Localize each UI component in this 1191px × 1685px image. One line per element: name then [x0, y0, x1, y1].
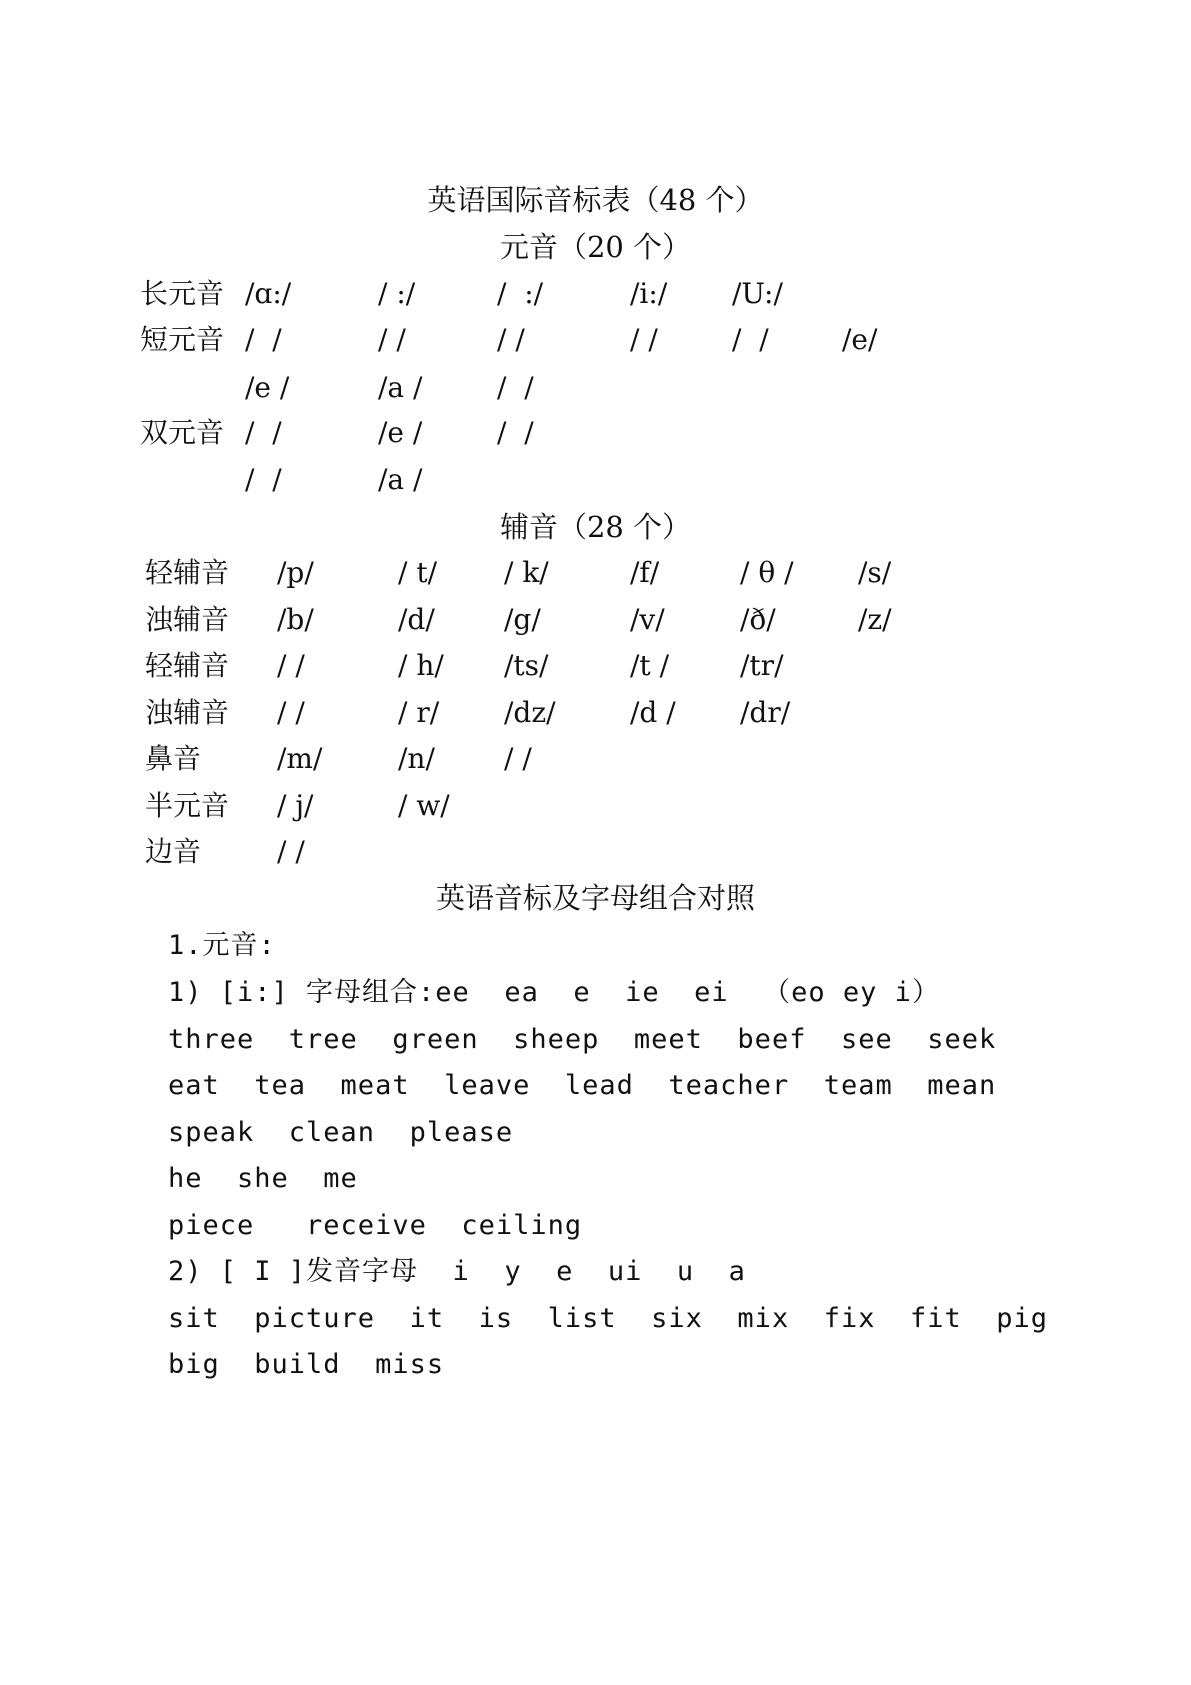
item-heading: 2) [ I ]发音字母 i y e ui u a: [168, 1256, 746, 1287]
ipa-symbol: /tr/: [740, 649, 784, 682]
vowel-row-short: [0, 320, 1191, 360]
ipa-symbol: / /: [497, 371, 534, 404]
page-title: 英语国际音标表（48 个）: [427, 183, 764, 217]
example-words-line: sit picture it is list six mix fix fit pig: [168, 1303, 1049, 1334]
row-label: 短元音: [140, 323, 225, 356]
consonants-heading: 辅音（28 个）: [499, 510, 692, 544]
ipa-symbol: /ð/: [740, 603, 776, 636]
ipa-symbol: /dr/: [740, 696, 791, 729]
vowel-row-long: [0, 274, 1191, 314]
ipa-symbol: /d/: [398, 603, 435, 636]
ipa-symbol: / :/: [378, 277, 416, 310]
ipa-symbol: /U:/: [732, 277, 783, 310]
ipa-symbol: / /: [732, 323, 769, 356]
ipa-symbol: / /: [277, 649, 305, 682]
ipa-symbol: /dz/: [504, 696, 556, 729]
vowel-row-diphthong-cont: [0, 460, 1191, 500]
consonant-row-nasal: [0, 739, 1191, 779]
ipa-symbol: /ts/: [504, 649, 549, 682]
ipa-symbol: /i:/: [630, 277, 668, 310]
ipa-symbol: / :/: [497, 277, 544, 310]
ipa-symbol: / /: [497, 323, 525, 356]
ipa-symbol: / r/: [398, 696, 440, 729]
section2-heading: 英语音标及字母组合对照: [435, 881, 755, 915]
ipa-symbol: / /: [245, 323, 282, 356]
ipa-symbol: / /: [245, 416, 282, 449]
ipa-symbol: / h/: [398, 649, 444, 682]
row-label: 轻辅音: [145, 649, 230, 682]
row-label: 浊辅音: [145, 603, 230, 636]
ipa-symbol: /f/: [630, 556, 660, 589]
ipa-symbol: /g/: [504, 603, 541, 636]
vowels-heading: 元音（20 个）: [499, 230, 692, 264]
row-label: 长元音: [140, 277, 225, 310]
example-words-line: three tree green sheep meet beef see seek: [168, 1024, 997, 1055]
ipa-symbol: / j/: [277, 789, 314, 822]
ipa-symbol: /v/: [630, 603, 665, 636]
ipa-symbol: / /: [277, 696, 305, 729]
row-label: 双元音: [140, 416, 225, 449]
ipa-symbol: /e /: [378, 416, 423, 449]
row-label: 轻辅音: [145, 556, 230, 589]
ipa-symbol: /m/: [277, 742, 323, 775]
item-heading: 1) [i:] 字母组合:ee ea e ie ei （eo ey i）: [168, 977, 940, 1008]
ipa-symbol: /t /: [630, 649, 670, 682]
ipa-symbol: /s/: [858, 556, 892, 589]
ipa-symbol: / /: [497, 416, 534, 449]
consonant-row-voiced-2: [0, 693, 1191, 733]
ipa-symbol: /e /: [245, 371, 290, 404]
ipa-symbol: / /: [630, 323, 658, 356]
consonant-row-voiced: [0, 600, 1191, 640]
ipa-symbol: / w/: [398, 789, 450, 822]
consonant-row-lateral: [0, 832, 1191, 872]
example-words-line: piece receive ceiling: [168, 1210, 583, 1241]
ipa-symbol: / /: [378, 323, 406, 356]
consonant-row-voiceless-2: [0, 646, 1191, 686]
ipa-symbol: / k/: [504, 556, 549, 589]
ipa-symbol: / θ /: [740, 556, 794, 589]
example-words-line: speak clean please: [168, 1117, 514, 1148]
vowel-row-diphthong: [0, 413, 1191, 453]
vowel-row-short-cont: [0, 368, 1191, 408]
consonant-row-voiceless: [0, 553, 1191, 593]
ipa-symbol: / /: [504, 742, 532, 775]
row-label: 边音: [145, 835, 202, 868]
ipa-symbol: /p/: [277, 556, 314, 589]
row-label: 半元音: [145, 789, 230, 822]
ipa-symbol: /a /: [378, 463, 423, 496]
row-label: 鼻音: [145, 742, 202, 775]
example-words-line: big build miss: [168, 1349, 445, 1380]
example-words-line: eat tea meat leave lead teacher team mean: [168, 1070, 997, 1101]
ipa-symbol: /e/: [842, 323, 878, 356]
ipa-symbol: /a /: [378, 371, 423, 404]
consonant-row-semivowel: [0, 786, 1191, 826]
ipa-symbol: / /: [245, 463, 282, 496]
example-words-line: he she me: [168, 1163, 358, 1194]
ipa-symbol: /n/: [398, 742, 435, 775]
ipa-symbol: / /: [277, 835, 305, 868]
ipa-symbol: / t/: [398, 556, 438, 589]
ipa-symbol: /b/: [277, 603, 314, 636]
row-label: 浊辅音: [145, 696, 230, 729]
section-number-heading: 1.元音:: [168, 930, 276, 961]
ipa-symbol: /ɑ:/: [245, 277, 292, 310]
ipa-symbol: /d /: [630, 696, 676, 729]
ipa-symbol: /z/: [858, 603, 892, 636]
